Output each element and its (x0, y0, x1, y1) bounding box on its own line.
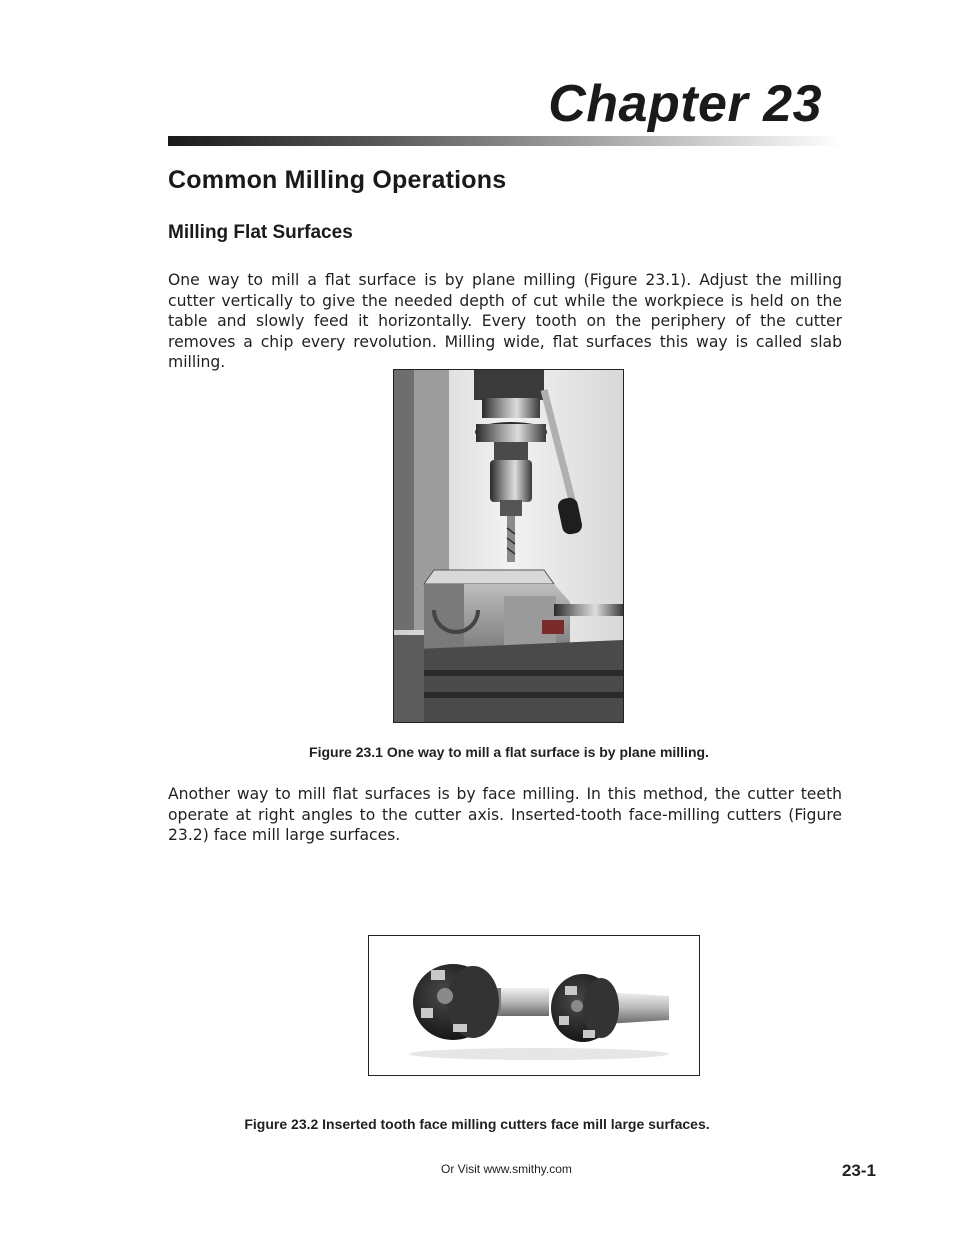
chapter-title: Chapter 23 (548, 75, 822, 133)
page-number: 23-1 (841, 1161, 876, 1180)
paragraph-plane-milling: One way to mill a flat surface is by plane milling (Figure 23.1). Adjust the milling cutter vertically to give the needed depth of cut while the workpiece is held on the table and slowly feed it horizontally. Every tooth on the periphery of the cutter removes a chip every revolution. Milling wide, flat surfaces this way is called slab milling. (168, 271, 842, 372)
figure-23-1-caption: Figure 23.1 One way to mill a flat surface is by plane milling. (309, 744, 709, 760)
figure-face-milling-cutters-photo (368, 935, 700, 1076)
subsection-heading: Milling Flat Surfaces (168, 222, 353, 243)
title-rule (168, 136, 842, 146)
footer-website-text: Or Visit www.smithy.com (441, 1162, 572, 1176)
figure-23-2-caption: Figure 23.2 Inserted tooth face milling cutters face mill large surfaces. (244, 1116, 710, 1132)
face-milling-cutters-illustration (369, 936, 699, 1075)
figure-plane-milling-photo (393, 369, 624, 723)
section-heading: Common Milling Operations (168, 166, 507, 194)
paragraph-face-milling: Another way to mill flat surfaces is by face milling. In this method, the cutter teeth operate at right angles to the cutter axis. Inserted-tooth face-milling cutters (Figure 23.2) face mill large surfaces. (168, 785, 842, 845)
milling-machine-illustration (394, 370, 623, 722)
